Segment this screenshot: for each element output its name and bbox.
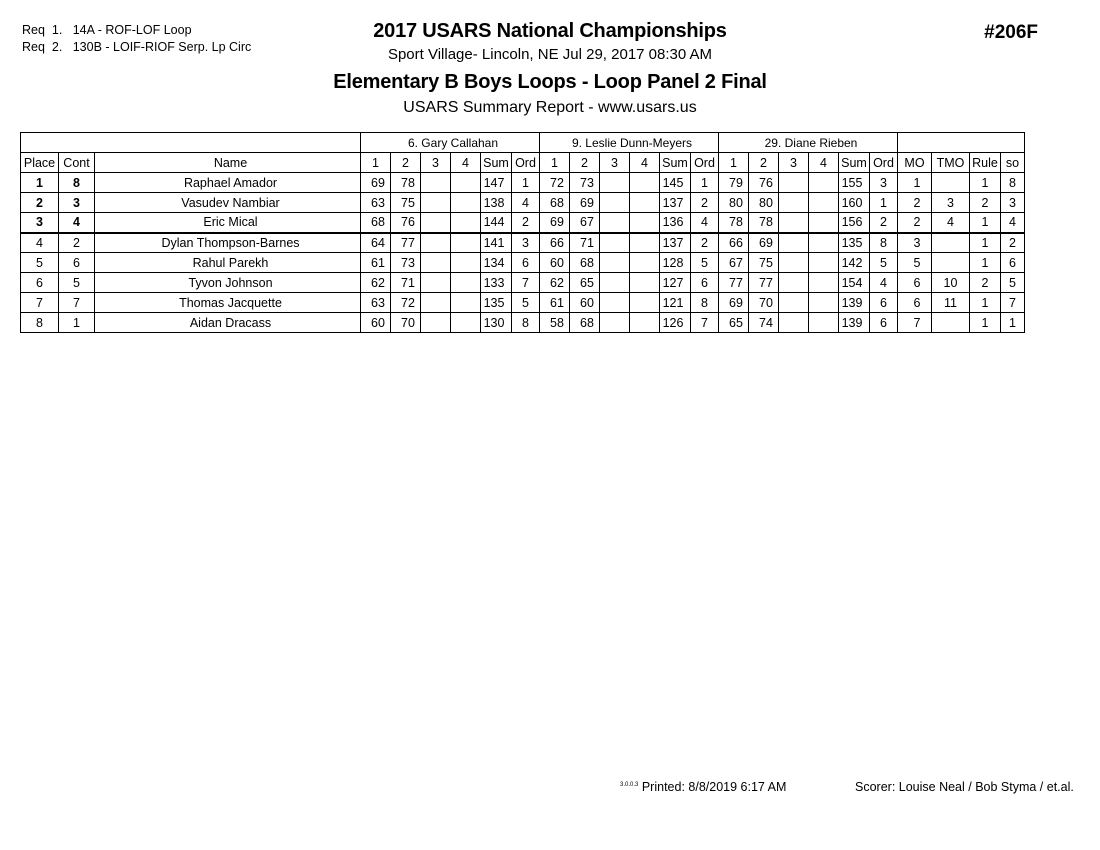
cell-skater-name: Dylan Thompson-Barnes xyxy=(95,233,361,253)
cell-so: 7 xyxy=(1001,293,1025,313)
cell-judge2-element-1: 72 xyxy=(540,173,570,193)
report-subtitle: USARS Summary Report - www.usars.us xyxy=(403,99,697,116)
header-rule: Rule xyxy=(970,153,1001,173)
cell-rule: 2 xyxy=(970,193,1001,213)
cell-place: 7 xyxy=(21,293,59,313)
cell-judge1-sum: 147 xyxy=(481,173,512,193)
cell-judge3-element-3 xyxy=(779,193,809,213)
cell-judge1-ord: 1 xyxy=(512,173,540,193)
cell-so: 4 xyxy=(1001,213,1025,233)
cell-place: 1 xyxy=(21,173,59,193)
page-title: 2017 USARS National Championships xyxy=(373,20,727,42)
cell-so: 1 xyxy=(1001,313,1025,333)
header-judge2-element-4: 4 xyxy=(630,153,660,173)
header-judge2-sum: Sum xyxy=(660,153,691,173)
cell-judge3-element-2: 69 xyxy=(749,233,779,253)
cell-judge1-element-2: 71 xyxy=(391,273,421,293)
cell-judge1-element-4 xyxy=(451,193,481,213)
column-header-row xyxy=(21,153,1025,173)
cell-judge2-element-1: 62 xyxy=(540,273,570,293)
cell-judge2-element-2: 69 xyxy=(570,193,600,213)
cell-judge2-sum: 126 xyxy=(660,313,691,333)
cell-judge3-ord: 3 xyxy=(870,173,898,193)
table-row[interactable] xyxy=(21,313,1025,333)
table-row[interactable] xyxy=(21,213,1025,233)
cell-mo: 6 xyxy=(898,273,932,293)
cell-judge3-element-3 xyxy=(779,273,809,293)
cell-judge3-element-2: 76 xyxy=(749,173,779,193)
cell-judge3-ord: 8 xyxy=(870,233,898,253)
cell-skater-name: Aidan Dracass xyxy=(95,313,361,333)
cell-judge2-element-4 xyxy=(630,293,660,313)
cell-judge2-ord: 6 xyxy=(691,273,719,293)
cell-judge2-sum: 121 xyxy=(660,293,691,313)
cell-judge1-element-3 xyxy=(421,233,451,253)
cell-judge1-element-4 xyxy=(451,213,481,233)
cell-judge3-sum: 142 xyxy=(839,253,870,273)
cell-judge2-sum: 145 xyxy=(660,173,691,193)
cell-rule: 1 xyxy=(970,233,1001,253)
cell-judge2-element-2: 65 xyxy=(570,273,600,293)
cell-judge1-element-1: 61 xyxy=(361,253,391,273)
cell-tmo: 10 xyxy=(932,273,970,293)
cell-judge3-element-4 xyxy=(809,273,839,293)
header-judge1-element-3: 3 xyxy=(421,153,451,173)
cell-judge1-sum: 133 xyxy=(481,273,512,293)
printed-timestamp: Printed: 8/8/2019 6:17 AM xyxy=(641,780,787,794)
cell-tmo: 4 xyxy=(932,213,970,233)
cell-judge1-sum: 138 xyxy=(481,193,512,213)
cell-judge3-element-1: 65 xyxy=(719,313,749,333)
cell-judge2-element-4 xyxy=(630,273,660,293)
cell-judge3-element-3 xyxy=(779,173,809,193)
cell-rule: 1 xyxy=(970,253,1001,273)
cell-cont: 2 xyxy=(59,233,95,253)
cell-judge1-element-3 xyxy=(421,173,451,193)
cell-judge3-ord: 4 xyxy=(870,273,898,293)
cell-judge3-element-3 xyxy=(779,233,809,253)
header-judge2-element-1: 1 xyxy=(540,153,570,173)
cell-place: 6 xyxy=(21,273,59,293)
event-title: Elementary B Boys Loops - Loop Panel 2 Final xyxy=(333,71,767,93)
header-judge3-element-1: 1 xyxy=(719,153,749,173)
header-judge1-ord: Ord xyxy=(512,153,540,173)
cell-judge1-element-4 xyxy=(451,173,481,193)
cell-judge2-sum: 128 xyxy=(660,253,691,273)
cell-judge2-element-4 xyxy=(630,173,660,193)
cell-judge3-element-2: 70 xyxy=(749,293,779,313)
cell-judge1-element-4 xyxy=(451,313,481,333)
cell-judge3-sum: 135 xyxy=(839,233,870,253)
header-name: Name xyxy=(95,153,361,173)
cell-judge3-element-1: 69 xyxy=(719,293,749,313)
cell-skater-name: Raphael Amador xyxy=(95,173,361,193)
header-cont: Cont xyxy=(59,153,95,173)
header-judge1-element-4: 4 xyxy=(451,153,481,173)
cell-skater-name: Tyvon Johnson xyxy=(95,273,361,293)
cell-judge1-ord: 3 xyxy=(512,233,540,253)
header-mo: MO xyxy=(898,153,932,173)
cell-so: 5 xyxy=(1001,273,1025,293)
cell-judge1-element-2: 77 xyxy=(391,233,421,253)
cell-judge1-element-2: 76 xyxy=(391,213,421,233)
cell-judge1-element-1: 60 xyxy=(361,313,391,333)
cell-judge2-element-3 xyxy=(600,293,630,313)
cell-judge2-element-3 xyxy=(600,313,630,333)
cell-skater-name: Eric Mical xyxy=(95,213,361,233)
cell-place: 3 xyxy=(21,213,59,233)
cell-judge1-element-2: 70 xyxy=(391,313,421,333)
cell-judge2-element-2: 73 xyxy=(570,173,600,193)
cell-rule: 1 xyxy=(970,293,1001,313)
cell-cont: 5 xyxy=(59,273,95,293)
cell-judge1-element-1: 63 xyxy=(361,193,391,213)
header-judge3-element-4: 4 xyxy=(809,153,839,173)
cell-mo: 2 xyxy=(898,213,932,233)
table-row[interactable] xyxy=(21,193,1025,213)
cell-place: 5 xyxy=(21,253,59,273)
cell-judge1-element-4 xyxy=(451,293,481,313)
cell-judge3-sum: 154 xyxy=(839,273,870,293)
cell-rule: 2 xyxy=(970,273,1001,293)
cell-tmo xyxy=(932,173,970,193)
cell-judge3-sum: 156 xyxy=(839,213,870,233)
scorer-credit: Scorer: Louise Neal / Bob Styma / et.al. xyxy=(855,780,1074,794)
table-row[interactable] xyxy=(21,233,1025,253)
cell-rule: 1 xyxy=(970,213,1001,233)
header-judge3-sum: Sum xyxy=(839,153,870,173)
cell-place: 2 xyxy=(21,193,59,213)
cell-skater-name: Rahul Parekh xyxy=(95,253,361,273)
cell-judge1-element-3 xyxy=(421,213,451,233)
header-judge3-element-2: 2 xyxy=(749,153,779,173)
cell-judge2-sum: 137 xyxy=(660,193,691,213)
cell-judge3-ord: 5 xyxy=(870,253,898,273)
cell-judge2-ord: 2 xyxy=(691,193,719,213)
cell-judge3-element-2: 74 xyxy=(749,313,779,333)
cell-judge3-element-1: 67 xyxy=(719,253,749,273)
header-judge3-ord: Ord xyxy=(870,153,898,173)
cell-so: 3 xyxy=(1001,193,1025,213)
cell-judge3-element-2: 75 xyxy=(749,253,779,273)
title-block xyxy=(0,20,1100,117)
cell-rule: 1 xyxy=(970,173,1001,193)
cell-judge2-element-4 xyxy=(630,233,660,253)
cell-judge2-sum: 136 xyxy=(660,213,691,233)
cell-tmo: 11 xyxy=(932,293,970,313)
cell-place: 4 xyxy=(21,233,59,253)
cell-judge2-ord: 2 xyxy=(691,233,719,253)
cell-cont: 8 xyxy=(59,173,95,193)
results-table-container xyxy=(20,132,1025,333)
cell-judge1-element-2: 75 xyxy=(391,193,421,213)
cell-judge1-element-2: 72 xyxy=(391,293,421,313)
cell-judge3-sum: 139 xyxy=(839,293,870,313)
judge-row-spacer xyxy=(21,133,361,153)
cell-judge1-element-1: 64 xyxy=(361,233,391,253)
cell-tmo xyxy=(932,253,970,273)
cell-judge3-ord: 1 xyxy=(870,193,898,213)
cell-judge2-element-3 xyxy=(600,193,630,213)
judge-header-row xyxy=(21,133,1025,153)
cell-judge2-element-1: 60 xyxy=(540,253,570,273)
cell-judge1-element-1: 63 xyxy=(361,293,391,313)
judge-label-1: 6. Gary Callahan xyxy=(361,133,540,153)
cell-judge1-sum: 144 xyxy=(481,213,512,233)
cell-judge3-element-3 xyxy=(779,293,809,313)
cell-judge2-element-2: 68 xyxy=(570,313,600,333)
table-row[interactable] xyxy=(21,273,1025,293)
table-row[interactable] xyxy=(21,173,1025,193)
requirement-line-2: Req 2. 130B - LOIF-RIOF Serp. Lp Circ xyxy=(22,40,252,54)
cell-mo: 6 xyxy=(898,293,932,313)
cell-judge2-element-4 xyxy=(630,313,660,333)
cell-judge3-element-4 xyxy=(809,173,839,193)
cell-judge2-element-1: 58 xyxy=(540,313,570,333)
cell-judge3-element-2: 80 xyxy=(749,193,779,213)
header-judge1-element-1: 1 xyxy=(361,153,391,173)
cell-judge2-element-1: 66 xyxy=(540,233,570,253)
cell-rule: 1 xyxy=(970,313,1001,333)
cell-judge2-ord: 7 xyxy=(691,313,719,333)
cell-judge2-element-3 xyxy=(600,173,630,193)
header-judge1-element-2: 2 xyxy=(391,153,421,173)
cell-judge3-element-1: 77 xyxy=(719,273,749,293)
cell-judge3-element-1: 66 xyxy=(719,233,749,253)
header-judge1-sum: Sum xyxy=(481,153,512,173)
cell-judge2-element-4 xyxy=(630,193,660,213)
header-judge2-element-3: 3 xyxy=(600,153,630,173)
cell-judge1-sum: 135 xyxy=(481,293,512,313)
cell-judge1-element-2: 78 xyxy=(391,173,421,193)
cell-judge3-element-2: 78 xyxy=(749,213,779,233)
cell-mo: 1 xyxy=(898,173,932,193)
cell-judge3-ord: 2 xyxy=(870,213,898,233)
cell-judge2-sum: 127 xyxy=(660,273,691,293)
cell-judge3-sum: 139 xyxy=(839,313,870,333)
cell-judge1-element-4 xyxy=(451,253,481,273)
header-judge2-ord: Ord xyxy=(691,153,719,173)
cell-judge3-element-1: 80 xyxy=(719,193,749,213)
cell-cont: 4 xyxy=(59,213,95,233)
cell-judge1-sum: 130 xyxy=(481,313,512,333)
cell-judge3-element-1: 79 xyxy=(719,173,749,193)
cell-place: 8 xyxy=(21,313,59,333)
cell-so: 8 xyxy=(1001,173,1025,193)
header-place: Place xyxy=(21,153,59,173)
results-table xyxy=(20,132,1025,333)
cell-judge2-element-1: 68 xyxy=(540,193,570,213)
cell-judge1-element-1: 62 xyxy=(361,273,391,293)
cell-judge1-element-4 xyxy=(451,273,481,293)
cell-judge1-element-1: 68 xyxy=(361,213,391,233)
header-tmo: TMO xyxy=(932,153,970,173)
cell-judge1-sum: 141 xyxy=(481,233,512,253)
cell-judge3-element-4 xyxy=(809,313,839,333)
cell-judge3-element-4 xyxy=(809,233,839,253)
cell-judge3-element-4 xyxy=(809,193,839,213)
cell-judge2-element-3 xyxy=(600,213,630,233)
cell-judge2-element-2: 68 xyxy=(570,253,600,273)
cell-judge1-element-3 xyxy=(421,193,451,213)
cell-tmo xyxy=(932,233,970,253)
cell-so: 6 xyxy=(1001,253,1025,273)
cell-cont: 1 xyxy=(59,313,95,333)
cell-judge3-element-4 xyxy=(809,213,839,233)
header-judge3-element-3: 3 xyxy=(779,153,809,173)
judge-label-3: 29. Diane Rieben xyxy=(719,133,898,153)
cell-judge3-sum: 155 xyxy=(839,173,870,193)
cell-judge2-element-2: 60 xyxy=(570,293,600,313)
judge-row-spacer-right xyxy=(898,133,1025,153)
cell-judge1-ord: 5 xyxy=(512,293,540,313)
venue-line: Sport Village- Lincoln, NE Jul 29, 2017 08:30 AM xyxy=(387,46,713,63)
cell-cont: 3 xyxy=(59,193,95,213)
table-row[interactable] xyxy=(21,293,1025,313)
cell-judge1-ord: 7 xyxy=(512,273,540,293)
cell-judge2-element-1: 61 xyxy=(540,293,570,313)
cell-judge1-element-3 xyxy=(421,313,451,333)
build-version: 3.0.0.3 xyxy=(620,781,639,788)
cell-mo: 3 xyxy=(898,233,932,253)
cell-judge2-element-3 xyxy=(600,273,630,293)
cell-mo: 5 xyxy=(898,253,932,273)
cell-judge2-ord: 1 xyxy=(691,173,719,193)
cell-judge2-element-1: 69 xyxy=(540,213,570,233)
cell-judge1-element-3 xyxy=(421,253,451,273)
judge-label-2: 9. Leslie Dunn-Meyers xyxy=(540,133,719,153)
cell-judge1-ord: 4 xyxy=(512,193,540,213)
cell-judge3-ord: 6 xyxy=(870,313,898,333)
cell-judge1-element-2: 73 xyxy=(391,253,421,273)
cell-judge2-element-4 xyxy=(630,213,660,233)
cell-judge2-ord: 5 xyxy=(691,253,719,273)
cell-judge3-sum: 160 xyxy=(839,193,870,213)
requirement-line-1: Req 1. 14A - ROF-LOF Loop xyxy=(22,23,192,37)
header-so: so xyxy=(1001,153,1025,173)
cell-judge2-ord: 8 xyxy=(691,293,719,313)
cell-judge2-element-2: 67 xyxy=(570,213,600,233)
cell-judge2-element-3 xyxy=(600,253,630,273)
cell-judge1-sum: 134 xyxy=(481,253,512,273)
cell-tmo: 3 xyxy=(932,193,970,213)
cell-judge1-element-1: 69 xyxy=(361,173,391,193)
cell-judge2-element-2: 71 xyxy=(570,233,600,253)
cell-mo: 7 xyxy=(898,313,932,333)
cell-skater-name: Thomas Jacquette xyxy=(95,293,361,313)
cell-judge3-element-3 xyxy=(779,213,809,233)
cell-judge3-element-2: 77 xyxy=(749,273,779,293)
cell-mo: 2 xyxy=(898,193,932,213)
cell-judge1-ord: 8 xyxy=(512,313,540,333)
cell-judge3-element-4 xyxy=(809,253,839,273)
cell-judge1-element-4 xyxy=(451,233,481,253)
table-row[interactable] xyxy=(21,253,1025,273)
cell-so: 2 xyxy=(1001,233,1025,253)
cell-judge3-element-3 xyxy=(779,253,809,273)
cell-judge3-element-3 xyxy=(779,313,809,333)
cell-judge1-ord: 2 xyxy=(512,213,540,233)
cell-judge1-ord: 6 xyxy=(512,253,540,273)
cell-judge2-sum: 137 xyxy=(660,233,691,253)
header-judge2-element-2: 2 xyxy=(570,153,600,173)
cell-judge2-element-3 xyxy=(600,233,630,253)
cell-cont: 7 xyxy=(59,293,95,313)
cell-judge1-element-3 xyxy=(421,273,451,293)
cell-judge3-ord: 6 xyxy=(870,293,898,313)
cell-tmo xyxy=(932,313,970,333)
cell-cont: 6 xyxy=(59,253,95,273)
cell-judge2-element-4 xyxy=(630,253,660,273)
cell-judge3-element-1: 78 xyxy=(719,213,749,233)
printed-info xyxy=(620,780,786,794)
cell-judge2-ord: 4 xyxy=(691,213,719,233)
cell-judge1-element-3 xyxy=(421,293,451,313)
document-code: #206F xyxy=(984,22,1038,43)
cell-judge3-element-4 xyxy=(809,293,839,313)
cell-skater-name: Vasudev Nambiar xyxy=(95,193,361,213)
